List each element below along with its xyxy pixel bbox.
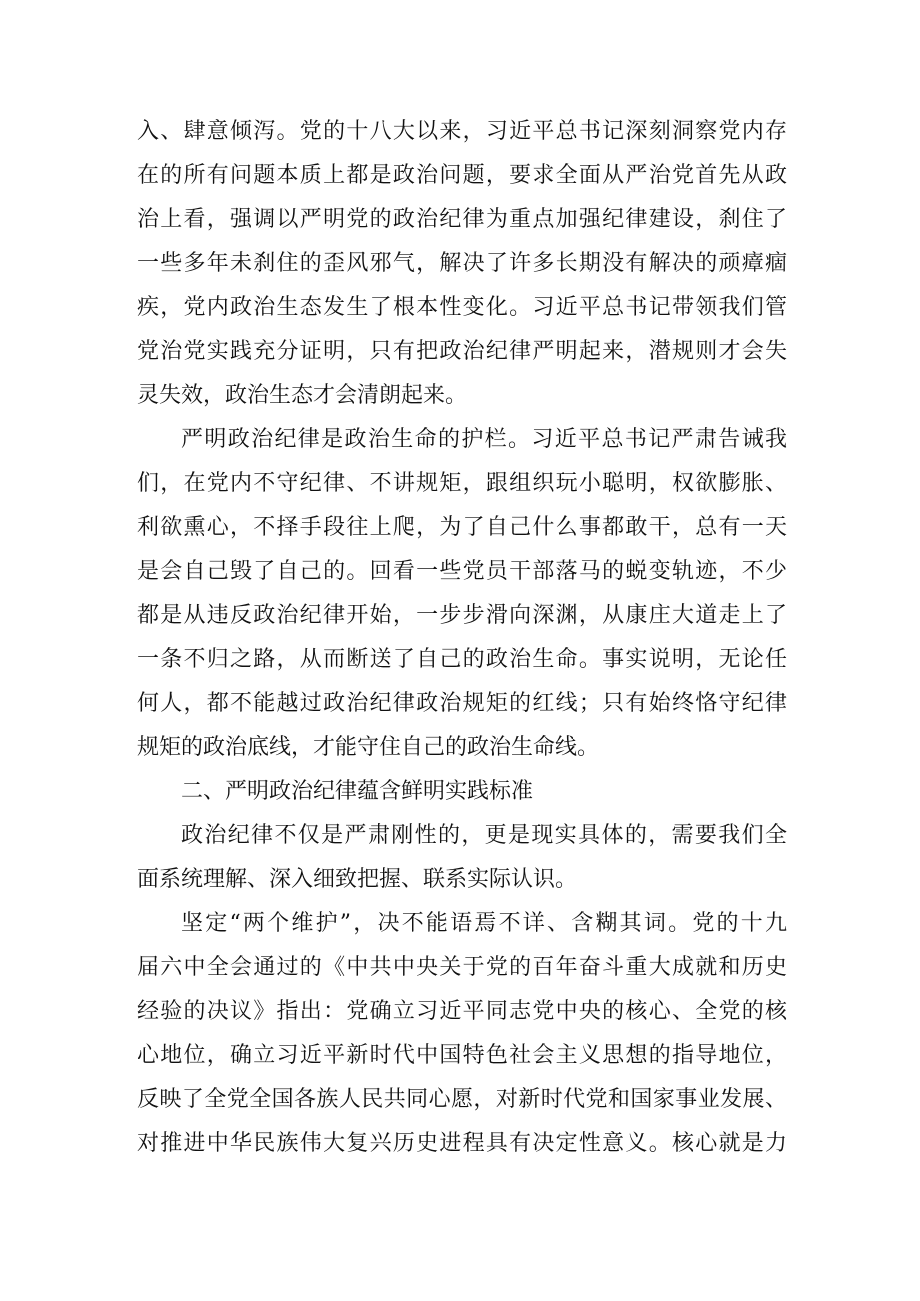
paragraph-4-line-3: 经验的决议》指出：党确立习近平同志党中央的核心、全党的核 xyxy=(137,999,787,1024)
section-heading: 二、严明政治纪律蕴含鲜明实践标准 xyxy=(181,779,534,804)
paragraph-2-line-8: 规矩的政治底线，才能守住自己的政治生命线。 xyxy=(137,735,600,760)
paragraph-1-line-6: 党治党实践充分证明，只有把政治纪律严明起来，潜规则才会失 xyxy=(137,339,787,364)
paragraph-3-line-1: 政治纪律不仅是严肃刚性的，更是现实具体的，需要我们全 xyxy=(181,823,787,848)
paragraph-1-line-3: 治上看，强调以严明党的政治纪律为重点加强纪律建设，刹住了 xyxy=(137,207,787,232)
paragraph-1-line-5: 疾，党内政治生态发生了根本性变化。习近平总书记带领我们管 xyxy=(137,295,787,320)
paragraph-1-line-1: 入、肆意倾泻。党的十八大以来，习近平总书记深刻洞察党内存 xyxy=(137,119,787,144)
paragraph-2-line-1: 严明政治纪律是政治生命的护栏。习近平总书记严肃告诫我 xyxy=(181,427,787,452)
paragraph-4-line-4: 心地位，确立习近平新时代中国特色社会主义思想的指导地位， xyxy=(137,1043,787,1068)
paragraph-1-line-4: 一些多年未刹住的歪风邪气，解决了许多长期没有解决的顽瘴痼 xyxy=(137,251,787,276)
paragraph-2-line-5: 都是从违反政治纪律开始，一步步滑向深渊，从康庄大道走上了 xyxy=(137,603,787,628)
paragraph-4-line-6: 对推进中华民族伟大复兴历史进程具有决定性意义。核心就是力 xyxy=(137,1131,787,1156)
paragraph-2-line-2: 们，在党内不守纪律、不讲规矩，跟组织玩小聪明，权欲膨胀、 xyxy=(137,471,787,496)
paragraph-2-line-6: 一条不归之路，从而断送了自己的政治生命。事实说明，无论任 xyxy=(137,647,787,672)
paragraph-4-line-5: 反映了全党全国各族人民共同心愿，对新时代党和国家事业发展、 xyxy=(137,1087,787,1112)
paragraph-1-line-2: 在的所有问题本质上都是政治问题，要求全面从严治党首先从政 xyxy=(137,163,787,188)
paragraph-4-line-2: 届六中全会通过的《中共中央关于党的百年奋斗重大成就和历史 xyxy=(137,955,787,980)
paragraph-3-line-2: 面系统理解、深入细致把握、联系实际认识。 xyxy=(137,867,578,892)
paragraph-1-line-7: 灵失效，政治生态才会清朗起来。 xyxy=(137,383,468,408)
paragraph-2-line-4: 是会自己毁了自己的。回看一些党员干部落马的蜕变轨迹，不少 xyxy=(137,559,787,584)
paragraph-2-line-7: 何人，都不能越过政治纪律政治规矩的红线；只有始终恪守纪律 xyxy=(137,691,787,716)
paragraph-2-line-3: 利欲熏心，不择手段往上爬，为了自己什么事都敢干，总有一天 xyxy=(137,515,787,540)
paragraph-4-line-1: 坚定“两个维护”，决不能语焉不详、含糊其词。党的十九 xyxy=(181,911,787,936)
